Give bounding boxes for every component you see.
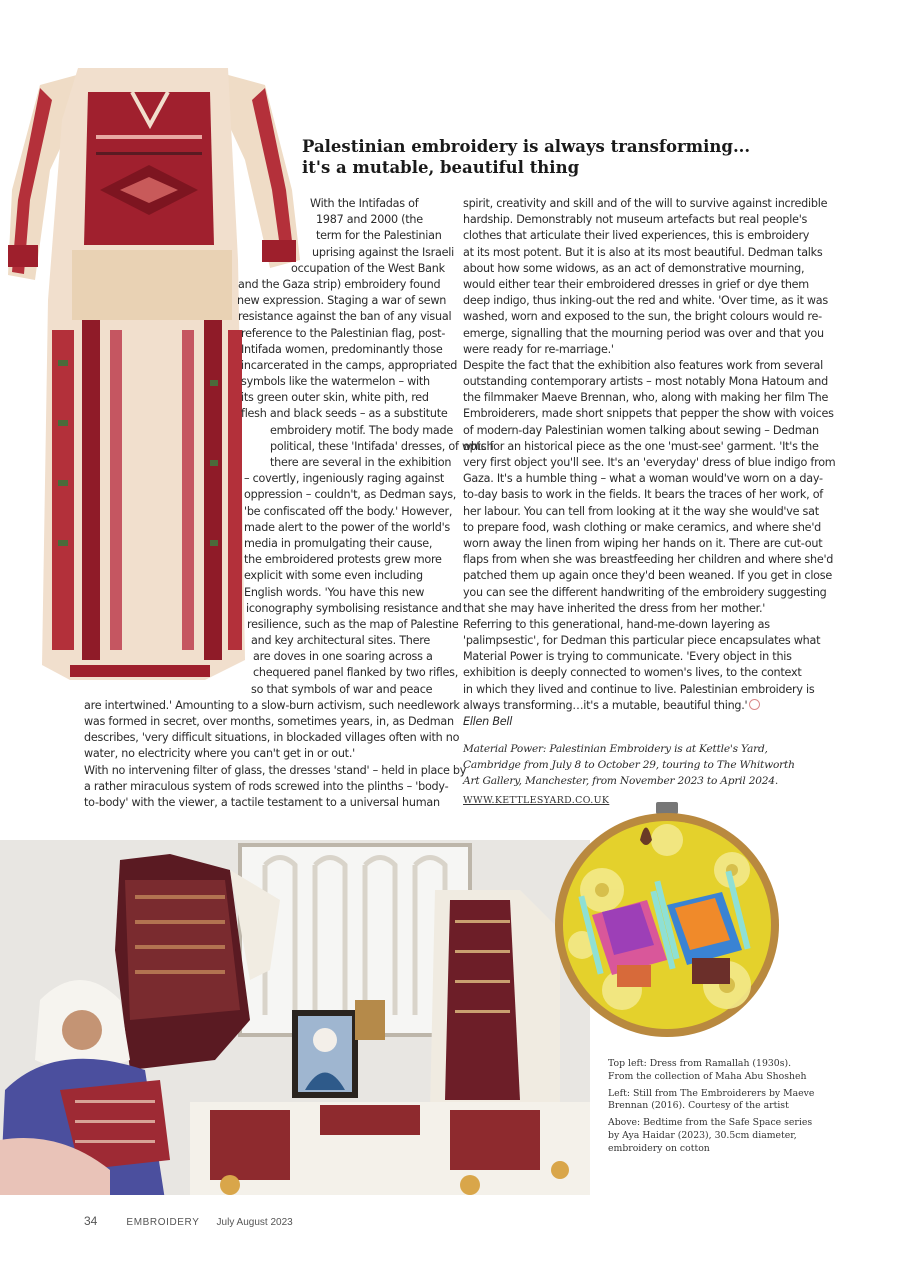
body-line: political, these 'Intifada' dresses, of which xyxy=(270,439,494,453)
exhibition-credit xyxy=(463,741,823,789)
body-line: embroidery motif. The body made xyxy=(270,423,453,437)
body-line: chequered panel flanked by two rifles, xyxy=(253,666,459,680)
body-line: Gaza. It's a humble thing – what a woman would've worn on a day- xyxy=(463,472,823,486)
body-line: very first object you'll see. It's an 'everyday' dress of blue indigo from xyxy=(463,456,836,469)
body-line: new expression. Staging a war of sewn xyxy=(237,294,447,308)
magazine-name: EMBROIDERY xyxy=(126,1217,200,1228)
body-line: emerge, signalling that the mourning period was over and that you xyxy=(463,326,824,340)
body-line xyxy=(463,698,823,714)
bedtime-embroidery-hoop xyxy=(552,800,784,1045)
body-line: you can see the different handwriting of the embroidery suggesting xyxy=(463,585,827,599)
body-line: and the Gaza strip) embroidery found xyxy=(238,277,441,291)
body-line: the filmmaker Maeve Brennan, who, along with making her film The xyxy=(463,391,829,405)
body-line: flesh and black seeds – as a substitute xyxy=(241,407,448,421)
caption-left xyxy=(608,1088,818,1114)
body-line: the embroidered protests grew more xyxy=(244,553,442,567)
body-line: deep indigo, thus inking-out the red and white. 'Over time, as it was xyxy=(463,294,828,308)
body-line: incarcerated in the camps, appropriated xyxy=(241,358,458,372)
caption-line: by Aya Haidar (2023), 30.5cm diameter, xyxy=(608,1129,797,1141)
body-line: to-day basis to work in the fields. It bears the traces of her work, of xyxy=(463,488,823,502)
issue-date: July August 2023 xyxy=(216,1217,293,1228)
body-line: that she may have inherited the dress from her mother.' xyxy=(463,601,766,615)
body-line: exhibition is deeply connected to women's lives, to the context xyxy=(463,666,802,680)
body-line: there are several in the exhibition xyxy=(270,456,452,469)
body-line: term for the Palestinian xyxy=(316,229,442,243)
body-line: made alert to the power of the world's xyxy=(244,520,450,534)
article-column-right xyxy=(463,196,836,730)
body-line: – covertly, ingeniously raging against xyxy=(244,472,445,486)
body-line: Embroiderers, made short snippets that pepper the show with voices xyxy=(463,407,834,421)
credit-line: Cambridge from July 8 to October 29, touring to The Whitworth xyxy=(463,759,795,771)
body-line: symbols like the watermelon – with xyxy=(241,375,430,389)
caption-line: Top left: Dress from Ramallah (1930s). xyxy=(608,1058,792,1069)
body-line: Intifada women, predominantly those xyxy=(241,342,443,356)
body-line: occupation of the West Bank xyxy=(291,261,445,275)
body-line: explicit with some even including xyxy=(244,569,423,583)
body-line: clothes that articulate their lived experiences, this is embroidery xyxy=(463,229,810,243)
body-line: its green outer skin, white pith, red xyxy=(241,391,429,405)
caption-line: Left: Still from The Embroiderers by Maeve xyxy=(608,1087,815,1099)
body-line: hardship. Demonstrably not museum artefacts but real people's xyxy=(463,213,808,227)
caption-line: Brennan (2016). Courtesy of the artist xyxy=(608,1100,789,1112)
credit-line: Art Gallery, Manchester, from November 2023 to April 2024. xyxy=(463,775,779,787)
body-line: of modern-day Palestinian women talking about sewing – Dedman xyxy=(463,423,819,437)
body-line: Despite the fact that the exhibition also features work from several xyxy=(463,358,824,372)
body-line: a rather miraculous system of rods screwed into the plinths – 'body- xyxy=(84,779,449,793)
body-line: spirit, creativity and skill and of the will to survive against incredible xyxy=(463,197,828,210)
body-line: iconography symbolising resistance and xyxy=(246,601,462,615)
body-line: resistance against the ban of any visual xyxy=(238,310,452,324)
page-footer xyxy=(84,1214,307,1228)
end-mark-icon xyxy=(749,699,760,710)
body-line: to prepare food, wash clothing or make ceramics, and where she'd xyxy=(463,520,821,534)
body-line: in which they lived and continue to live. Palestinian embroidery is xyxy=(463,682,815,696)
headline-line: it's a mutable, beautiful thing xyxy=(302,158,580,177)
embroiderers-film-still xyxy=(0,840,590,1195)
body-line: and key architectural sites. There xyxy=(251,634,431,648)
byline: Ellen Bell xyxy=(463,715,513,728)
body-line: describes, 'very difficult situations, in blockaded villages often with no xyxy=(84,731,460,745)
body-line: 'be confiscated off the body.' However, xyxy=(244,504,453,518)
body-line: water, no electricity where you can't get in or out.' xyxy=(84,747,355,761)
body-line: so that symbols of war and peace xyxy=(251,682,433,696)
body-line: to-body' with the viewer, a tactile testament to a universal human xyxy=(84,795,440,809)
caption-line: Above: Bedtime from the Safe Space series xyxy=(608,1117,813,1129)
body-line: at its most potent. But it is also at its most beautiful. Dedman talks xyxy=(463,245,823,259)
body-line: resilience, such as the map of Palestine xyxy=(247,617,459,631)
headline-line: Palestinian embroidery is always transforming... xyxy=(302,137,751,156)
body-line: patched them up again once they'd been weaned. If you get in close xyxy=(463,569,832,583)
body-line: was formed in secret, over months, sometimes years, in, as Dedman xyxy=(84,715,454,728)
page-number: 34 xyxy=(84,1214,98,1228)
body-line: outstanding contemporary artists – most notably Mona Hatoum and xyxy=(463,375,828,389)
body-line: With no intervening filter of glass, the dresses 'stand' – held in place by xyxy=(84,763,467,777)
body-line: With the Intifadas of xyxy=(310,197,419,210)
body-line: about how some widows, as an act of demonstrative mourning, xyxy=(463,261,805,275)
body-line: media in promulgating their cause, xyxy=(244,536,433,550)
pull-quote-headline xyxy=(302,136,751,178)
credit-line: Material Power: Palestinian Embroidery is at Kettle's Yard, xyxy=(463,743,768,755)
body-line-text: always transforming…it's a mutable, beautiful thing.' xyxy=(463,698,748,712)
body-line: 1987 and 2000 (the xyxy=(316,213,423,227)
body-line: reference to the Palestinian flag, post- xyxy=(241,326,446,340)
caption-top-left xyxy=(608,1058,818,1084)
body-line: her labour. You can tell from looking at it the way she would've sat xyxy=(463,504,819,518)
body-line: English words. 'You have this new xyxy=(244,585,425,599)
photo-captions xyxy=(608,1058,818,1160)
website-link[interactable]: WWW.KETTLESYARD.CO.UK xyxy=(463,795,610,806)
caption-above xyxy=(608,1117,818,1155)
body-line: were ready for re-marriage.' xyxy=(463,342,614,356)
body-line: washed, worn and exposed to the sun, the bright colours would re- xyxy=(463,310,822,324)
body-line: oppression – couldn't, as Dedman says, xyxy=(244,488,457,502)
body-line: 'palimpsestic', for Dedman this particular piece encapsulates what xyxy=(463,634,821,648)
body-line: flaps from when she was breastfeeding her children and where she'd xyxy=(463,553,834,567)
body-line: would either tear their embroidered dresses in grief or dye them xyxy=(463,277,809,291)
body-line: Referring to this generational, hand-me-down layering as xyxy=(463,617,770,631)
body-line: are doves in one soaring across a xyxy=(253,650,433,664)
body-line: are intertwined.' Amounting to a slow-burn activism, such needlework xyxy=(84,698,460,712)
body-line: worn away the linen from wiping her hands on it. There are cut-out xyxy=(463,536,823,550)
caption-line: embroidery on cotton xyxy=(608,1142,710,1154)
body-line: uprising against the Israeli xyxy=(312,245,454,259)
body-line: Material Power is trying to communicate. 'Every object in this xyxy=(463,650,792,664)
caption-line: From the collection of Maha Abu Shosheh xyxy=(608,1070,807,1082)
body-line: opts for an historical piece as the one 'must-see' garment. 'It's the xyxy=(463,439,819,453)
